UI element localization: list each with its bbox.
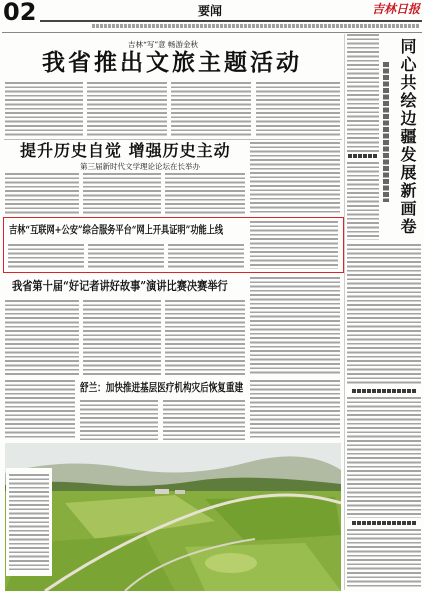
page-number: 02 — [3, 0, 37, 26]
body-text — [171, 82, 251, 137]
body-text — [347, 529, 421, 589]
feature-headline: 同心共绘边疆发展新画卷 — [398, 38, 417, 236]
body-text — [5, 82, 83, 137]
body-text — [347, 244, 421, 386]
body-text — [250, 380, 340, 440]
body-text — [256, 82, 340, 137]
body-text — [165, 173, 245, 214]
body-text — [8, 244, 84, 269]
body-text — [5, 380, 75, 440]
headline-culture-tourism: 我省推出文旅主题活动 — [42, 49, 302, 76]
body-text — [88, 244, 164, 269]
body-text — [5, 173, 79, 214]
body-text — [83, 173, 161, 214]
dateline-strip — [92, 24, 420, 28]
body-text — [250, 221, 338, 269]
feature-subtitle — [383, 62, 389, 202]
body-text — [165, 300, 245, 375]
body-text — [163, 400, 245, 440]
body-text — [250, 277, 340, 375]
body-text — [168, 244, 244, 269]
headline-shulan-rebuild: 舒兰：加快推进基层医疗机构灾后恢复重建 — [80, 381, 244, 394]
headline-police-platform: 吉林“互联网+公安”综合服务平台“网上开具证明”功能上线 — [9, 224, 224, 236]
photo-caption-text — [9, 474, 49, 570]
body-text — [250, 142, 340, 214]
masthead-logo: 吉林日报 — [372, 2, 421, 16]
body-text — [347, 162, 379, 240]
article-divider — [4, 139, 342, 140]
header-rule-lower — [2, 32, 422, 33]
feature-subhead — [348, 154, 378, 158]
photo-caption-box — [6, 468, 52, 576]
feature-subhead — [352, 389, 416, 393]
column-divider — [344, 34, 345, 590]
rice-field-photo — [5, 443, 341, 591]
body-text — [5, 300, 79, 375]
headline-journalist-contest: 我省第十届“好记者讲好故事”演讲比赛决赛举行 — [12, 279, 228, 293]
headline-history: 提升历史自觉 增强历史主动 — [20, 141, 231, 160]
article-kicker: 吉林“写”意 畅游金秋 — [128, 40, 199, 49]
body-text — [347, 397, 421, 518]
header-rule — [40, 20, 422, 22]
body-text — [80, 400, 158, 440]
body-text — [347, 34, 379, 152]
section-title: 要闻 — [198, 4, 223, 18]
body-text — [83, 300, 161, 375]
feature-subhead — [352, 521, 416, 525]
headline-history-subtitle: 第三届新时代文学理论论坛在长举办 — [80, 162, 200, 171]
body-text — [87, 82, 167, 137]
